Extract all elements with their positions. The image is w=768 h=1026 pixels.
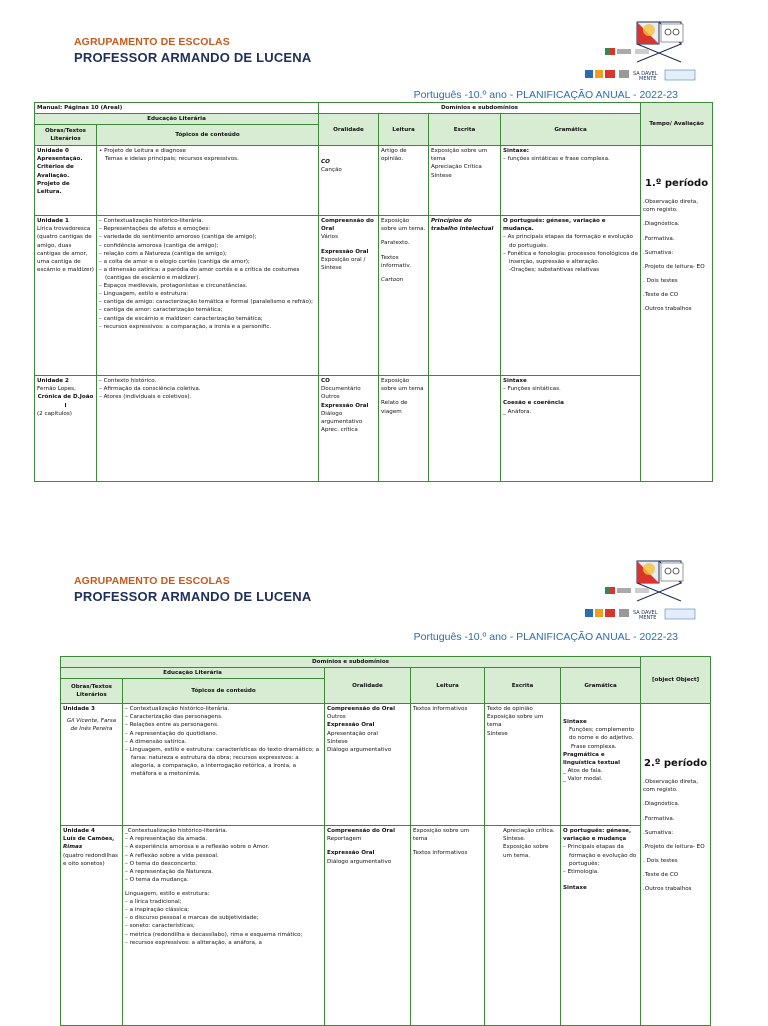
col-obras: Obras/Textos Literários: [35, 125, 97, 146]
edu-literaria-header: Educação Literária: [35, 114, 319, 125]
logo-text-1: SA DAVEL: [633, 610, 658, 616]
header-logos: [585, 18, 705, 88]
unit4-obras: Unidade 4 Luís de Camões, Rimas (quatro redondilhas e oito sonetos): [61, 826, 123, 1026]
unit3-gramatica: Sintaxe Funções; complemento do nome e do adjetivo. Frase complexa. Pragmática e linguística textual _ Atos de fala. _ Valor modal.: [561, 704, 641, 826]
unit2-leitura: Exposição sobre um tema Relato de viagem: [379, 376, 429, 482]
col-leitura: Leitura: [379, 114, 429, 146]
unit0-obras: Unidade 0 Apresentação. Critérios de Avaliação. Projeto de Leitura.: [35, 146, 97, 216]
unit0-gramatica: Sintaxe: – funções sintáticas e frase complexa.: [501, 146, 641, 216]
col-gramatica-2: Gramática: [561, 668, 641, 704]
header-logos-2: [585, 557, 705, 627]
unit1-topicos: – Contextualização histórico-literária. – Representações de afetos e emoções: – variedade do sentimento amoroso (cantiga de amigo); – confidência amorosa (cantiga de amigo); – relação com a Natureza (cantiga de amigo); – a coita de amor e o elogio cortês (cantiga de amor); – a dimensão satírica: a paródia do amor cortês e a crítica de costumes (cantigas de escárnio e maldizer). – Espaços medievais, protagonistas e circunstâncias. – Linguagem, estilo e estrutura: – cantiga de amigo: caracterização temática e formal (paralelismo e refrão); – cantiga de amor: caracterização temática; – cantiga de escárnio e maldizer: caracterização temática; – recursos expressivos: a comparação, a ironia e a personific.: [97, 216, 319, 376]
unit0-oralidade: CO Canção: [319, 146, 379, 216]
unit1-escrita: Princípios do trabalho intelectual: [429, 216, 501, 376]
page-1: [0, 0, 768, 510]
unit3-topicos: – Contextualização histórico-literária. – Caracterização das personagens. – Relações entre as personagens. – A representação do quotidiano. – A dimensão satírica. – Linguagem, estilo e estrutura: características do texto dramático; a farsa: natureza e estrutura da obra; recursos expressivos: a alegoria, a comparação, a interrogação retórica, a ironia, a metáfora e a metonímia.: [123, 704, 325, 826]
table-row-unit1: [35, 216, 713, 376]
unit4-escrita: Apreciação crítica. Síntese. Exposição sobre um tema.: [485, 826, 561, 1026]
col-gramatica: Gramática: [501, 114, 641, 146]
table-row-unit4: [61, 826, 711, 1026]
unit2-topicos: – Contexto histórico. – Afirmação da consciência coletiva. – Atores (individuais e coletivos).: [97, 376, 319, 482]
col-obras-2: Obras/Textos Literários: [61, 679, 123, 704]
page-2: [0, 545, 768, 1024]
manual-label: Manual: Páginas 10 (Areal): [35, 103, 319, 114]
document-title-2: Português -10.º ano - PLANIFICAÇÃO ANUAL - 2022-23: [413, 631, 678, 643]
document-title: Português -10.º ano - PLANIFICAÇÃO ANUAL - 2022-23: [413, 89, 678, 101]
tempo-avaliacao-2: 2.º período .Observação direta, com registo. .Diagnóstica. .Formativa. .Sumativa: .Projeto de leitura- EO . Dois testes .Teste de CO .Outros trabalhos: [641, 704, 711, 1026]
school-line-1: AGRUPAMENTO DE ESCOLAS: [74, 36, 230, 48]
col-oralidade-2: Oralidade: [325, 668, 411, 704]
plan-table-1: [34, 102, 713, 482]
unit3-escrita: Texto de opinião Exposição sobre um tema Síntese: [485, 704, 561, 826]
col-oralidade: Oralidade: [319, 114, 379, 146]
logo-text-2: MENTE: [639, 615, 657, 621]
unit3-leitura: Textos informativos: [411, 704, 485, 826]
unit0-leitura: Artigo de opinião.: [379, 146, 429, 216]
unit4-topicos: _Contextualização histórico-literária. – A representação da amada. – A experiência amorosa e a reflexão sobre o Amor. – A reflexão sobre a vida pessoal. – O tema do desconcerto. – A representação da Natureza. – O tema da mudança. Linguagem, estilo e estrutura: – a lírica tradicional; – a inspiração clássica; – o discurso pessoal e marcas de subjetividade; – soneto: características; – métrica (redondilha e decassílabo), rima e esquema rimático; – recursos expressivos: a aliteração, a anáfora, a: [123, 826, 325, 1026]
unit2-escrita: [429, 376, 501, 482]
edu-literaria-header-2: Educação Literária: [61, 668, 325, 679]
unit4-leitura: Exposição sobre um tema Textos informativos: [411, 826, 485, 1026]
dominios-label-2: Domínios e subdomínios: [61, 657, 641, 668]
unit0-escrita: Exposição sobre um tema Apreciação Crítica Síntese: [429, 146, 501, 216]
school-logo-icon: [585, 557, 705, 627]
col-tempo-2: [object Object]: [641, 657, 711, 704]
unit1-oralidade: Compreensão do Oral Vários Expressão Oral Exposição oral / Síntese: [319, 216, 379, 376]
school-header: [74, 36, 311, 65]
school-header-2: [74, 575, 311, 604]
col-escrita-2: Escrita: [485, 668, 561, 704]
col-tempo: Tempo/ Avaliação: [641, 103, 713, 146]
plan-table-2: [60, 656, 711, 1026]
unit0-topicos: • Projeto de Leitura e diagnose Temas e ideias principais; recursos expressivos.: [97, 146, 319, 216]
col-topicos-2: Tópicos de conteúdo: [123, 679, 325, 704]
school-logo-icon: [585, 18, 705, 88]
logo-text-2: MENTE: [639, 76, 657, 82]
col-escrita: Escrita: [429, 114, 501, 146]
periodo-1: 1.º período: [645, 178, 709, 190]
unit1-gramatica: O português: génese, variação e mudança. – As principais etapas da formação e evolução do português. – Fonética e fonologia: processos fonológicos de inserção, supressão e alteração. -Orações; substantivas relativas: [501, 216, 641, 376]
tempo-avaliacao-1: 1.º período .Observação direta, com registo. .Diagnóstica. .Formativa. .Sumativa: .Projeto de leitura- EO . Dois testes .Teste de CO .Outros trabalhos: [641, 146, 713, 482]
logo-text-1: SA DAVEL: [633, 71, 658, 77]
dominios-label: Domínios e subdomínios: [319, 103, 641, 114]
unit1-leitura: Exposição sobre um tema. Paratexto. Textos informativ. Cartoon: [379, 216, 429, 376]
unit3-oralidade: Compreensão do Oral Outros Expressão Oral Apresentação oral Síntese Diálogo argumentativo: [325, 704, 411, 826]
unit3-obras: Unidade 3 Gil Vicente, Farsa de Inês Pereira: [61, 704, 123, 826]
unit2-oralidade: CO Documentário Outros Expressão Oral Diálogo argumentativo Aprec. crítica: [319, 376, 379, 482]
school-line-2: PROFESSOR ARMANDO DE LUCENA: [74, 50, 312, 65]
unit2-gramatica: Sintaxe – Funções sintáticas. Coesão e coerência _ Anáfora.: [501, 376, 641, 482]
school-line-1-p2: AGRUPAMENTO DE ESCOLAS: [74, 575, 230, 587]
table-row-unit3: [61, 704, 711, 826]
unit4-oralidade: Compreensão do Oral Reportagem Expressão Oral Diálogo argumentativo: [325, 826, 411, 1026]
col-leitura-2: Leitura: [411, 668, 485, 704]
periodo-2: 2.º período: [644, 758, 708, 770]
unit1-obras: Unidade 1 Lírica trovadoresca (quatro cantigas de amigo, duas cantigas de amor, uma cantiga de escárnio e maldizer): [35, 216, 97, 376]
table-row-unit0: [35, 146, 713, 216]
col-topicos: Tópicos de conteúdo: [97, 125, 319, 146]
unit2-obras: Unidade 2 Fernão Lopes, Crónica de D.João I (2 capítulos): [35, 376, 97, 482]
table-row-unit2: [35, 376, 713, 482]
unit4-gramatica: O português: génese, variação e mudança – Principais etapas da formação e evolução do português; – Etimologia. Sintaxe: [561, 826, 641, 1026]
school-line-2-p2: PROFESSOR ARMANDO DE LUCENA: [74, 589, 312, 604]
